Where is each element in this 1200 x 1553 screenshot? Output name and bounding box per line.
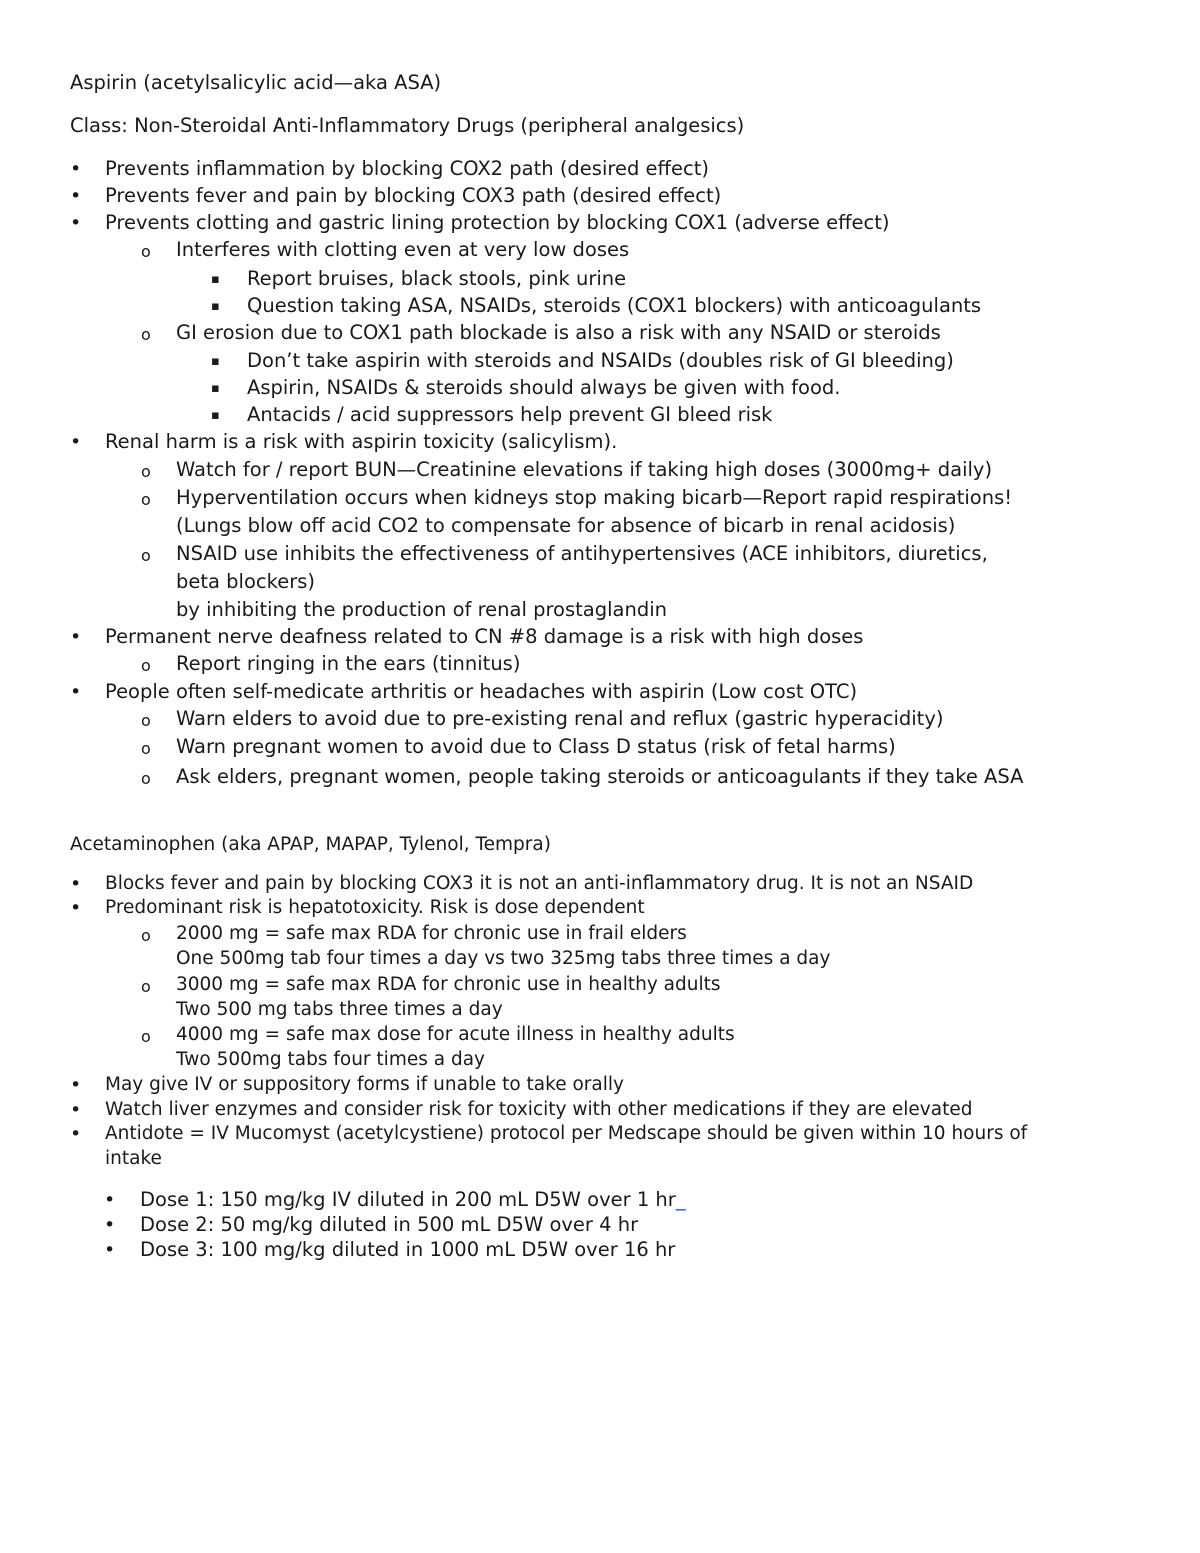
acetaminophen-title: Acetaminophen (aka APAP, MAPAP, Tylenol, Tempra) (70, 834, 551, 855)
bullet-circle-icon: o (141, 926, 151, 945)
bullet-square-icon: ▪ (211, 299, 220, 314)
bullet-circle-icon: o (141, 739, 151, 758)
list-item: Prevents fever and pain by blocking COX3 path (desired effect) (105, 184, 722, 207)
bullet-disc-icon: • (70, 158, 82, 180)
list-item: 2000 mg = safe max RDA for chronic use in frail elders (176, 923, 687, 944)
list-item: Don’t take aspirin with steroids and NSAIDs (doubles risk of GI bleeding) (247, 349, 954, 372)
list-item: 3000 mg = safe max RDA for chronic use in healthy adults (176, 974, 721, 995)
bullet-circle-icon: o (141, 242, 151, 261)
list-item-continuation: One 500mg tab four times a day vs two 325mg tabs three times a day (176, 948, 831, 969)
bullet-circle-icon: o (141, 490, 151, 509)
list-item: Prevents inflammation by blocking COX2 path (desired effect) (105, 157, 709, 180)
list-item: Report ringing in the ears (tinnitus) (176, 652, 521, 675)
list-item (140, 1188, 686, 1212)
bullet-square-icon: ▪ (211, 408, 220, 423)
list-item: Dose 3: 100 mg/kg diluted in 1000 mL D5W over 16 hr (140, 1238, 676, 1261)
bullet-disc-icon: • (104, 1214, 116, 1236)
bullet-disc-icon: • (70, 897, 82, 919)
bullet-circle-icon: o (141, 1027, 151, 1046)
list-item-continuation: Two 500 mg tabs three times a day (176, 999, 503, 1020)
list-item: Warn pregnant women to avoid due to Class D status (risk of fetal harms) (176, 735, 896, 758)
bullet-square-icon: ▪ (211, 272, 220, 287)
bullet-disc-icon: • (104, 1189, 116, 1211)
list-item: Dose 2: 50 mg/kg diluted in 500 mL D5W over 4 hr (140, 1213, 639, 1236)
list-item: Question taking ASA, NSAIDs, steroids (COX1 blockers) with anticoagulants (247, 294, 982, 317)
list-item: Watch liver enzymes and consider risk for toxicity with other medications if they are elevated (105, 1099, 973, 1120)
list-item: Antacids / acid suppressors help prevent GI bleed risk (247, 403, 773, 426)
list-item: Predominant risk is hepatotoxicity. Risk is dose dependent (105, 897, 645, 918)
bullet-disc-icon: • (70, 185, 82, 207)
list-item: People often self-medicate arthritis or headaches with aspirin (Low cost OTC) (105, 680, 858, 703)
bullet-disc-icon: • (70, 212, 82, 234)
list-item: Blocks fever and pain by blocking COX3 it is not an anti-inflammatory drug. It is not an NSAID (105, 873, 974, 894)
list-item: Hyperventilation occurs when kidneys stop making bicarb—Report rapid respirations! (176, 486, 1013, 509)
list-item: Permanent nerve deafness related to CN #8 damage is a risk with high doses (105, 625, 864, 648)
aspirin-title: Aspirin (acetylsalicylic acid—aka ASA) (70, 71, 442, 94)
dose-1-text: Dose 1: 150 mg/kg IV diluted in 200 mL D5W over 1 hr (140, 1188, 676, 1211)
list-item: May give IV or suppository forms if unable to take orally (105, 1074, 624, 1095)
bullet-circle-icon: o (141, 656, 151, 675)
bullet-disc-icon: • (104, 1239, 116, 1261)
bullet-circle-icon: o (141, 769, 151, 788)
list-item: 4000 mg = safe max dose for acute illness in healthy adults (176, 1024, 735, 1045)
list-item: Antidote = IV Mucomyst (acetylcystiene) protocol per Medscape should be given within 10 hours of (105, 1123, 1028, 1144)
bullet-circle-icon: o (141, 977, 151, 996)
list-item-continuation: (Lungs blow off acid CO2 to compensate for absence of bicarb in renal acidosis) (176, 514, 956, 537)
list-item: Report bruises, black stools, pink urine (247, 267, 627, 290)
list-item-continuation: intake (105, 1148, 162, 1169)
list-item: NSAID use inhibits the effectiveness of antihypertensives (ACE inhibitors, diuretics, (176, 542, 988, 565)
bullet-circle-icon: o (141, 462, 151, 481)
text-cursor-icon: _ (675, 1188, 686, 1211)
bullet-circle-icon: o (141, 325, 151, 344)
list-item: Watch for / report BUN—Creatinine elevations if taking high doses (3000mg+ daily) (176, 458, 993, 481)
bullet-disc-icon: • (70, 873, 82, 895)
list-item: Interferes with clotting even at very low doses (176, 238, 630, 261)
list-item: Renal harm is a risk with aspirin toxicity (salicylism). (105, 430, 618, 453)
list-item: Ask elders, pregnant women, people taking steroids or anticoagulants if they take ASA (176, 765, 1024, 788)
bullet-square-icon: ▪ (211, 381, 220, 396)
bullet-disc-icon: • (70, 1099, 82, 1121)
bullet-circle-icon: o (141, 546, 151, 565)
aspirin-class: Class: Non-Steroidal Anti-Inflammatory Drugs (peripheral analgesics) (70, 114, 745, 137)
bullet-disc-icon: • (70, 431, 82, 453)
list-item-continuation: Two 500mg tabs four times a day (176, 1049, 485, 1070)
list-item-continuation: beta blockers) (176, 570, 315, 593)
list-item: GI erosion due to COX1 path blockade is also a risk with any NSAID or steroids (176, 321, 941, 344)
bullet-disc-icon: • (70, 1074, 82, 1096)
bullet-disc-icon: • (70, 626, 82, 648)
list-item: Prevents clotting and gastric lining protection by blocking COX1 (adverse effect) (105, 211, 890, 234)
list-item-continuation: by inhibiting the production of renal prostaglandin (176, 598, 667, 621)
bullet-disc-icon: • (70, 1123, 82, 1145)
list-item: Aspirin, NSAIDs & steroids should always be given with food. (247, 376, 841, 399)
bullet-square-icon: ▪ (211, 354, 220, 369)
bullet-circle-icon: o (141, 711, 151, 730)
bullet-disc-icon: • (70, 681, 82, 703)
list-item: Warn elders to avoid due to pre-existing renal and reflux (gastric hyperacidity) (176, 707, 944, 730)
